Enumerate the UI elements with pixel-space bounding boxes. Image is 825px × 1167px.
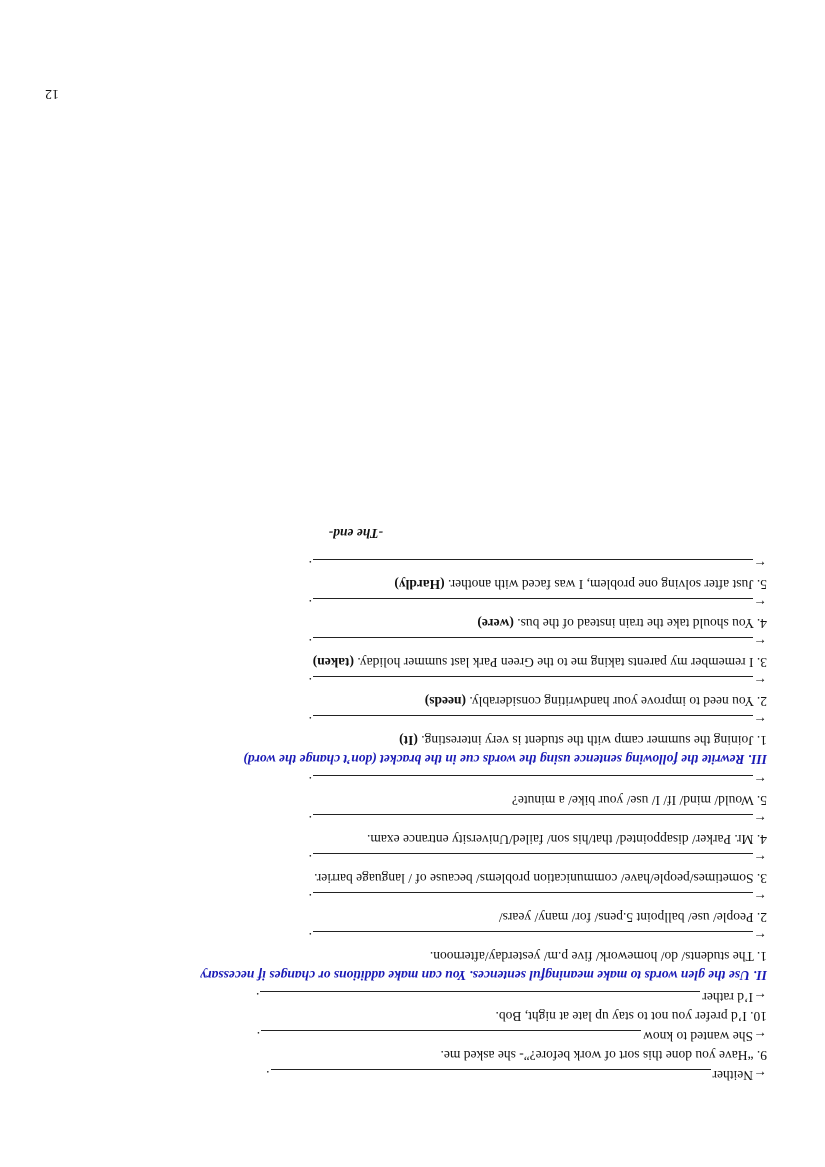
answer-blank[interactable] (313, 637, 753, 649)
page-number: 12 (45, 86, 59, 101)
question-text: 1. The students/ do/ homework/ five p.m/ yesterday/afternoon. (429, 949, 767, 964)
answer-blank[interactable] (313, 598, 753, 610)
answer-blank[interactable] (313, 892, 753, 904)
arrow-icon: ← (753, 597, 767, 612)
arrow-icon: ← (753, 852, 767, 867)
answer-blank[interactable] (313, 814, 753, 826)
question-text (47, 577, 767, 592)
question-sentence: 4. You should take the train instead of the bus. (517, 616, 767, 631)
arrow-icon: ← (753, 774, 767, 789)
question-text: 3. Sometimes/people/have/ communication problems/ because of / language barrier. (314, 871, 767, 886)
answer-blank[interactable] (260, 991, 700, 1003)
answer-lead: Neither (712, 1068, 753, 1083)
arrow-icon: ← (753, 1029, 767, 1044)
question-text: 2. People/ use/ ballpoint 5.pens/ for/ many/ years/ (498, 910, 767, 925)
answer-line: ← . (308, 714, 767, 729)
cue-word: (Hardly) (394, 577, 445, 592)
answer-blank[interactable] (271, 1069, 711, 1081)
answer-line: ← . (308, 774, 767, 789)
question-text: 10. I’d prefer you not to stay up late at night, Bob. (495, 1009, 767, 1024)
question-sentence: 3. I remember my parents taking me to the Green Park last summer holiday. (357, 655, 767, 670)
answer-blank[interactable] (313, 559, 753, 571)
answer-blank[interactable] (313, 715, 753, 727)
answer-line: ← . (308, 852, 767, 867)
question-text (47, 655, 767, 670)
answer-lead: She wanted to know (643, 1029, 753, 1044)
question-text: 4. Mr. Parker/ disappointed/ that/his son/ failed/University entrance exam. (366, 832, 767, 847)
arrow-icon: ← (753, 675, 767, 690)
answer-line: ← I’d rather . (256, 990, 767, 1005)
arrow-icon: ← (753, 990, 767, 1005)
answer-blank[interactable] (313, 676, 753, 688)
arrow-icon: ← (753, 636, 767, 651)
the-end-label: -The end- (328, 526, 383, 541)
cue-word: (It) (399, 733, 418, 748)
cue-word: (were) (477, 616, 514, 631)
answer-line: ← She wanted to know . (256, 1029, 767, 1044)
cue-word: (taken) (312, 655, 354, 670)
section-heading-3: III. Rewrite the following sentence using the words cue in the bracket (don’t change the word) (243, 752, 767, 767)
answer-line: ← . (308, 930, 767, 945)
question-text: 9. “Have you done this sort of work before?”- she asked me. (440, 1048, 767, 1063)
answer-blank[interactable] (313, 931, 753, 943)
answer-blank[interactable] (261, 1030, 641, 1042)
answer-blank[interactable] (313, 775, 753, 787)
question-text (47, 694, 767, 709)
answer-lead: I’d rather (702, 990, 753, 1005)
section-heading-2: II. Use the glen words to make meaningful sentences. You can make additions or changes if necessary (200, 968, 767, 983)
arrow-icon: ← (753, 558, 767, 573)
arrow-icon: ← (753, 1068, 767, 1083)
arrow-icon: ← (753, 714, 767, 729)
answer-line: ← . (308, 813, 767, 828)
question-text: 5. Would/ mind/ If/ I/ use/ your bike/ a minute? (511, 793, 767, 808)
answer-line: ← . (308, 558, 767, 573)
answer-line: ← . (308, 675, 767, 690)
worksheet-content (47, 526, 767, 1087)
question-sentence: 2. You need to improve your handwriting considerably. (469, 694, 767, 709)
arrow-icon: ← (753, 813, 767, 828)
question-sentence: 5. Just after solving one problem, I was faced with another. (447, 577, 767, 592)
arrow-icon: ← (753, 891, 767, 906)
cue-word: (needs) (424, 694, 467, 709)
answer-blank[interactable] (313, 853, 753, 865)
question-text (47, 616, 767, 631)
question-sentence: 1. Joining the summer camp with the student is very interesting. (421, 733, 767, 748)
answer-line: ← . (308, 636, 767, 651)
arrow-icon: ← (753, 930, 767, 945)
answer-line: ← . (308, 891, 767, 906)
answer-line: ← Neither . (266, 1068, 767, 1083)
answer-line: ← . (308, 597, 767, 612)
question-text (47, 733, 767, 748)
